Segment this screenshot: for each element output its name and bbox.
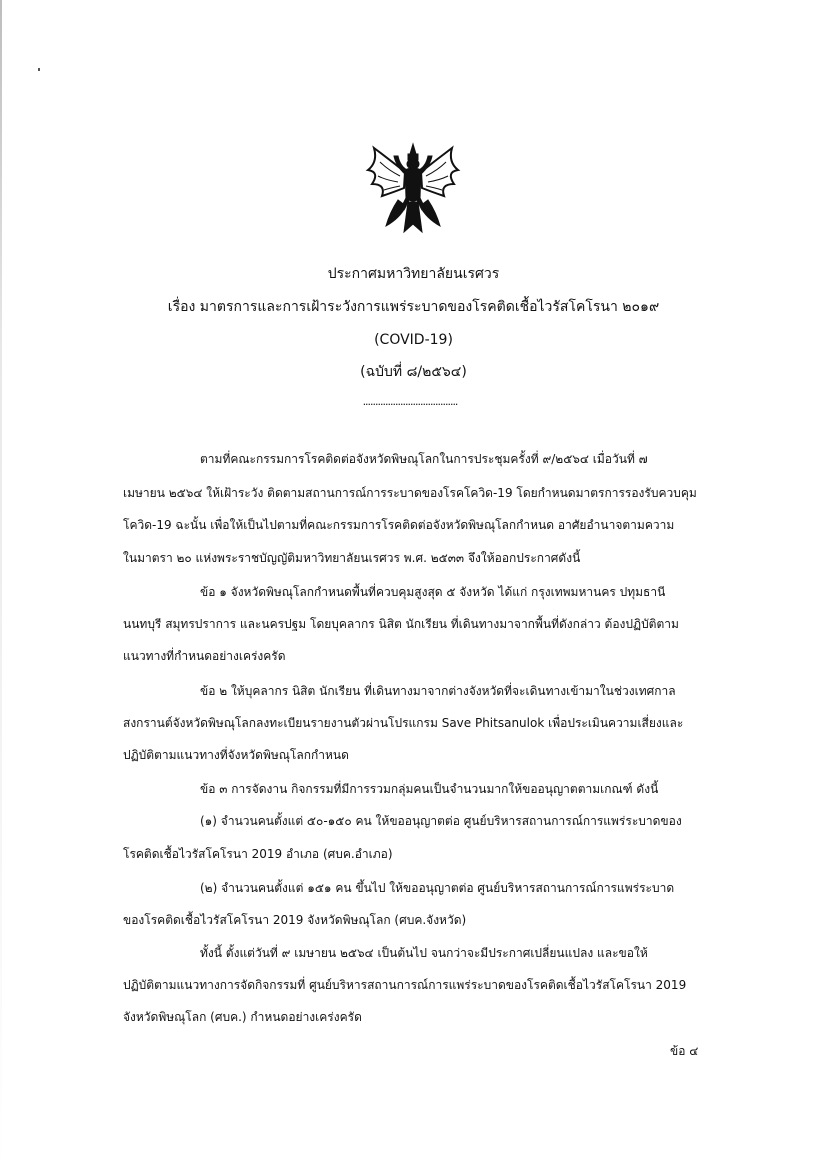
item1-line-2: โรคติดเชื้อไวรัสโคโรนา 2019 อำเภอ (ศบค.อำเภอ)	[123, 847, 393, 861]
clause1-line-3: แนวทางที่กำหนดอย่างเคร่งครัด	[123, 649, 286, 663]
item2-line-1: (๒) จำนวนคนตั้งแต่ ๑๕๑ คน ขึ้นไป ให้ขออนุญาตต่อ ศูนย์บริหารสถานการณ์การแพร่ระบาด	[200, 881, 675, 895]
scan-speck	[38, 68, 40, 71]
item1-line-1: (๑) จำนวนคนตั้งแต่ ๕๐-๑๕๐ คน ให้ขออนุญาตต่อ ศูนย์บริหารสถานการณ์การแพร่ระบาดของ	[200, 814, 682, 828]
clause3-line: ข้อ ๓ การจัดงาน กิจกรรมที่มีการรวมกลุ่มคนเป็นจำนวนมากให้ขออนุญาตตามเกณฑ์ ดังนี้	[200, 782, 659, 796]
clause2-line-1: ข้อ ๒ ให้บุคลากร นิสิต นักเรียน ที่เดินทางมาจากต่างจังหวัดที่จะเดินทางเข้ามาในช่วงเทศกาล	[200, 684, 676, 698]
clause1-line-1: ข้อ ๑ จังหวัดพิษณุโลกกำหนดพื้นที่ควบคุมสูงสุด ๕ จังหวัด ได้แก่ กรุงเทพมหานคร ปทุมธานี	[200, 585, 666, 599]
garuda-emblem-icon	[360, 140, 466, 240]
closing-line-3: จังหวัดพิษณุโลก (ศบค.) กำหนดอย่างเคร่งครัด	[123, 1010, 362, 1024]
intro-line-3: โควิด-19 ฉะนั้น เพื่อให้เป็นไปตามที่คณะกรรมการโรคติดต่อจังหวัดพิษณุโลกกำหนด อาศัยอำนาจตามความ	[123, 518, 675, 532]
clause2-line-2: สงกรานต์จังหวัดพิษณุโลกลงทะเบียนรายงานตัวผ่านโปรแกรม Save Phitsanulok เพื่อประเมินความเสี่ยงและ	[123, 716, 684, 730]
closing-line-2: ปฏิบัติตามแนวทางการจัดกิจกรรมที่ ศูนย์บริหารสถานการณ์การแพร่ระบาดของโรคติดเชื้อไวรัสโคโรนา 2019	[123, 978, 687, 992]
issue-number: (ฉบับที่ ๘/๒๕๖๔)	[360, 364, 467, 380]
announcement-subject: เรื่อง มาตรการและการเฝ้าระวังการแพร่ระบาดของโรคติดเชื้อไวรัสโคโรนา ๒๐๑๙	[167, 299, 660, 315]
intro-line-1: ตามที่คณะกรรมการโรคติดต่อจังหวัดพิษณุโลกในการประชุมครั้งที่ ๙/๒๕๖๔ เมื่อวันที่ ๗	[200, 452, 648, 466]
clause1-line-2: นนทบุรี สมุทรปราการ และนครปฐม โดยบุคลากร นิสิต นักเรียน ที่เดินทางมาจากพื้นที่ดังกล่าว ต้องปฏิบัติตาม	[123, 617, 679, 631]
scan-edge	[0, 0, 2, 1169]
item2-line-2: ของโรคติดเชื้อไวรัสโคโรนา 2019 จังหวัดพิษณุโลก (ศบค.จังหวัด)	[123, 913, 467, 927]
next-page-marker: ข้อ ๔	[670, 1044, 699, 1058]
clause2-line-3: ปฏิบัติตามแนวทางที่จังหวัดพิษณุโลกกำหนด	[123, 748, 349, 762]
announcement-title: ประกาศมหาวิทยาลัยนเรศวร	[327, 266, 500, 282]
intro-line-4: ในมาตรา ๒๐ แห่งพระราชบัญญัติมหาวิทยาลัยนเรศวร พ.ศ. ๒๕๓๓ จึงให้ออกประกาศดังนี้	[123, 551, 581, 565]
intro-line-2: เมษายน ๒๕๖๔ ให้เฝ้าระวัง ติดตามสถานการณ์การระบาดของโรคโควิด-19 โดยกำหนดมาตรการรองรับควบคุม	[123, 486, 697, 500]
closing-line-1: ทั้งนี้ ตั้งแต่วันที่ ๙ เมษายน ๒๕๖๔ เป็นต้นไป จนกว่าจะมีประกาศเปลี่ยนแปลง และขอให้	[200, 946, 648, 960]
covid-label: (COVID-19)	[374, 332, 453, 348]
dotted-divider: ......................................	[362, 396, 458, 408]
